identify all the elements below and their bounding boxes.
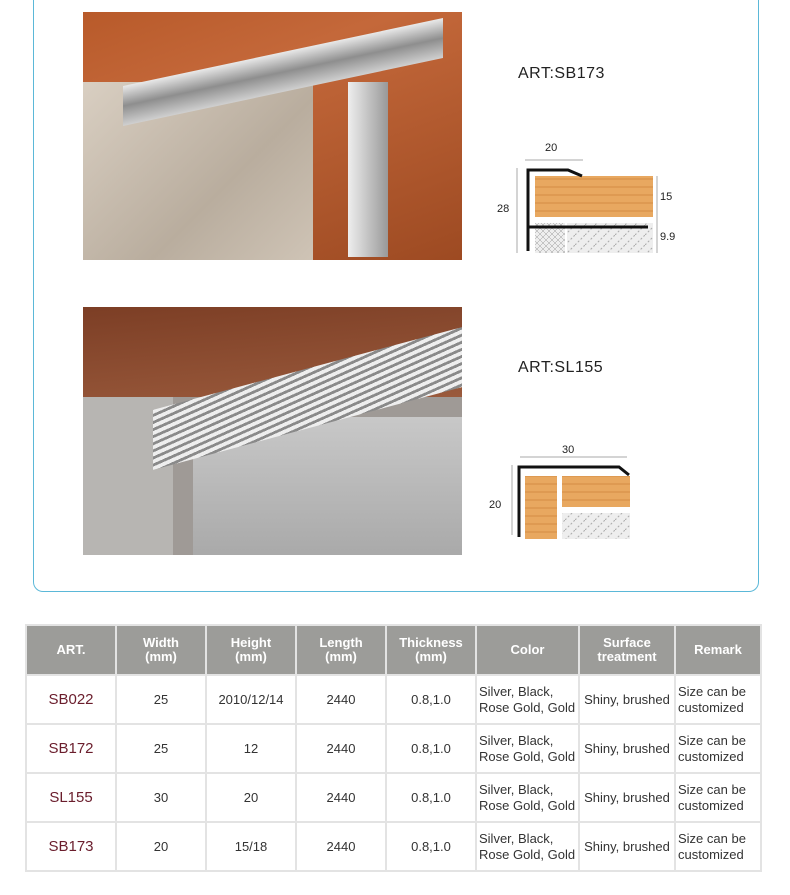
cell-remark: Size can be customized <box>675 822 761 871</box>
product-photo-sl155 <box>83 307 462 555</box>
col-width: Width (mm) <box>116 625 206 675</box>
cell-thickness: 0.8,1.0 <box>386 724 476 773</box>
svg-text:15: 15 <box>660 191 673 203</box>
cell-width: 20 <box>116 822 206 871</box>
cell-surface: Shiny, brushed <box>579 724 675 773</box>
product-art-label: ART:SL155 <box>518 359 604 376</box>
col-length: Length (mm) <box>296 625 386 675</box>
cell-surface: Shiny, brushed <box>579 822 675 871</box>
cell-remark: Size can be customized <box>675 773 761 822</box>
profile-diagram-sb173 <box>495 135 690 255</box>
cell-length: 2440 <box>296 822 386 871</box>
cell-art: SL155 <box>26 773 116 822</box>
cell-height: 15/18 <box>206 822 296 871</box>
table-header-row <box>26 625 761 675</box>
svg-text:28: 28 <box>497 203 510 215</box>
col-color: Color <box>476 625 579 675</box>
cell-height: 20 <box>206 773 296 822</box>
product-art-label: ART:SB173 <box>518 65 605 82</box>
col-surface: Surface treatment <box>579 625 675 675</box>
cell-length: 2440 <box>296 675 386 724</box>
cell-remark: Size can be customized <box>675 724 761 773</box>
cell-color: Silver, Black, Rose Gold, Gold <box>476 675 579 724</box>
cell-surface: Shiny, brushed <box>579 675 675 724</box>
cell-thickness: 0.8,1.0 <box>386 675 476 724</box>
cell-length: 2440 <box>296 724 386 773</box>
profile-diagram-sl155 <box>485 440 640 545</box>
table-row <box>26 675 761 724</box>
col-thickness: Thickness (mm) <box>386 625 476 675</box>
svg-text:30: 30 <box>562 444 575 456</box>
col-art: ART. <box>26 625 116 675</box>
cell-art: SB173 <box>26 822 116 871</box>
cell-art: SB022 <box>26 675 116 724</box>
cell-color: Silver, Black, Rose Gold, Gold <box>476 822 579 871</box>
cell-thickness: 0.8,1.0 <box>386 773 476 822</box>
spec-table <box>25 624 762 872</box>
product-photo-sb173 <box>83 12 462 260</box>
cell-length: 2440 <box>296 773 386 822</box>
cell-surface: Shiny, brushed <box>579 773 675 822</box>
svg-text:20: 20 <box>489 499 502 511</box>
cell-color: Silver, Black, Rose Gold, Gold <box>476 724 579 773</box>
dim-top: 20 <box>545 142 558 154</box>
cell-thickness: 0.8,1.0 <box>386 822 476 871</box>
cell-width: 30 <box>116 773 206 822</box>
cell-art: SB172 <box>26 724 116 773</box>
svg-text:9.9: 9.9 <box>660 231 676 243</box>
cell-width: 25 <box>116 724 206 773</box>
cell-remark: Size can be customized <box>675 675 761 724</box>
col-height: Height (mm) <box>206 625 296 675</box>
cell-width: 25 <box>116 675 206 724</box>
table-row <box>26 724 761 773</box>
cell-color: Silver, Black, Rose Gold, Gold <box>476 773 579 822</box>
col-remark: Remark <box>675 625 761 675</box>
table-row <box>26 773 761 822</box>
table-row <box>26 822 761 871</box>
cell-height: 12 <box>206 724 296 773</box>
cell-height: 2010/12/14 <box>206 675 296 724</box>
